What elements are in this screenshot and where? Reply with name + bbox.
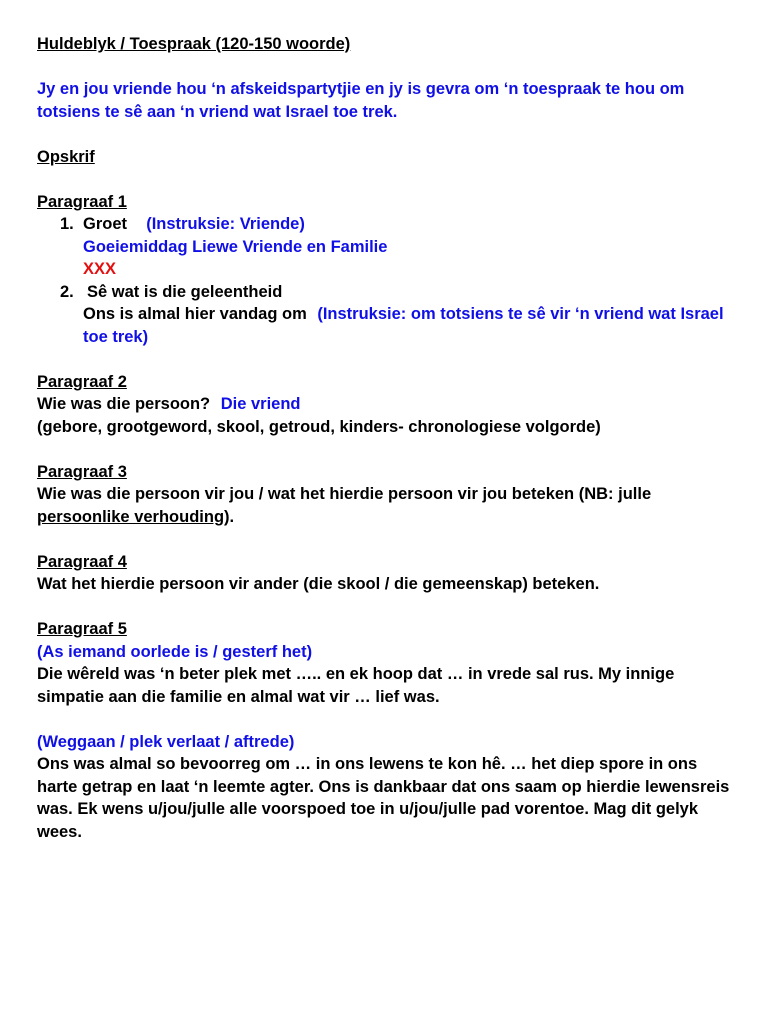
paragraph-3-underlined-text: persoonlike verhouding [37,507,225,526]
paragraph-5-case-deceased: (As iemand oorlede is / gesterf het) [37,642,313,661]
spacer [37,528,738,551]
paragraph-2-section [37,371,738,439]
list-number: 2. [60,282,74,301]
heading-opskrif: Opskrif [37,147,95,166]
paragraph-3-section [37,461,738,529]
document-title: Huldeblyk / Toespraak (120-150 woorde) [37,35,351,53]
paragraph-4-heading: Paragraaf 4 [37,552,127,571]
greeting-placeholder: XXX [83,260,117,278]
paragraph-2-details: (gebore, grootgeword, skool, getroud, kinders- chronologiese volgorde) [37,417,601,436]
occasion-text-block [83,303,737,348]
paragraph-2-heading: Paragraaf 2 [37,372,127,391]
paragraph-3-heading: Paragraaf 3 [37,462,127,481]
paragraph-2-question: Wie was die persoon? [37,395,211,413]
paragraph-3-text: Wie was die persoon vir jou / wat het hierdie persoon vir jou beteken (NB: julle [37,485,652,503]
spacer [37,348,738,371]
occasion-text: Ons is almal hier vandag om [83,305,307,323]
paragraph-5-section [37,618,738,843]
paragraph-4-section [37,551,738,596]
spacer [37,596,738,619]
greeting-text: Goeiemiddag Liewe Vriende en Familie [83,237,388,256]
paragraph-1-section [37,191,738,349]
greeting-label: Groet [83,215,128,233]
paragraph-5-case-leaving: (Weggaan / plek verlaat / aftrede) [37,732,295,751]
paragraph-4-text: Wat het hierdie persoon vir ander (die skool / die gemeenskap) beteken. [37,575,600,593]
paragraph-1-heading: Paragraaf 1 [37,192,127,211]
task-instruction: Jy en jou vriende hou ‘n afskeidspartytjie en jy is gevra om ‘n toespraak te hou om totsiens te sê aan ‘n vriend wat Israel toe trek. [37,80,685,121]
spacer [37,56,738,79]
list-item-occasion [37,281,738,349]
greeting-instruction: (Instruksie: Vriende) [146,215,305,233]
spacer [37,123,738,146]
paragraph-1-list [37,213,738,348]
spacer [37,438,738,461]
paragraph-2-answer: Die vriend [220,395,301,413]
paragraph-5-heading: Paragraaf 5 [37,620,127,638]
paragraph-5-leaving-text: Ons was almal so bevoorreg om … in ons lewens te kon hê. … het diep spore in ons harte getrap en laat ‘n leemte agter. Ons is dankbaar dat ons saam op hierdie lewensreis was. Ek wens u/jou/julle alle voorspoed toe in u/jou/julle pad vorentoe. Mag dit gelyk wees. [37,755,730,841]
occasion-instruction: (Instruksie: om totsiens te sê vir ‘n vriend wat Israel toe trek) [83,305,724,346]
list-number: 1. [60,215,74,233]
list-item-greeting [37,213,738,281]
spacer [37,168,738,191]
occasion-label: Sê wat is die geleentheid [87,282,283,301]
paragraph-5-deceased-text: Die wêreld was ‘n beter plek met ….. en ek hoop dat … in vrede sal rus. My innige simpatie aan die familie en almal wat vir … lief was. [37,665,675,706]
spacer [37,708,738,731]
paragraph-3-text-end: ). [224,507,235,526]
